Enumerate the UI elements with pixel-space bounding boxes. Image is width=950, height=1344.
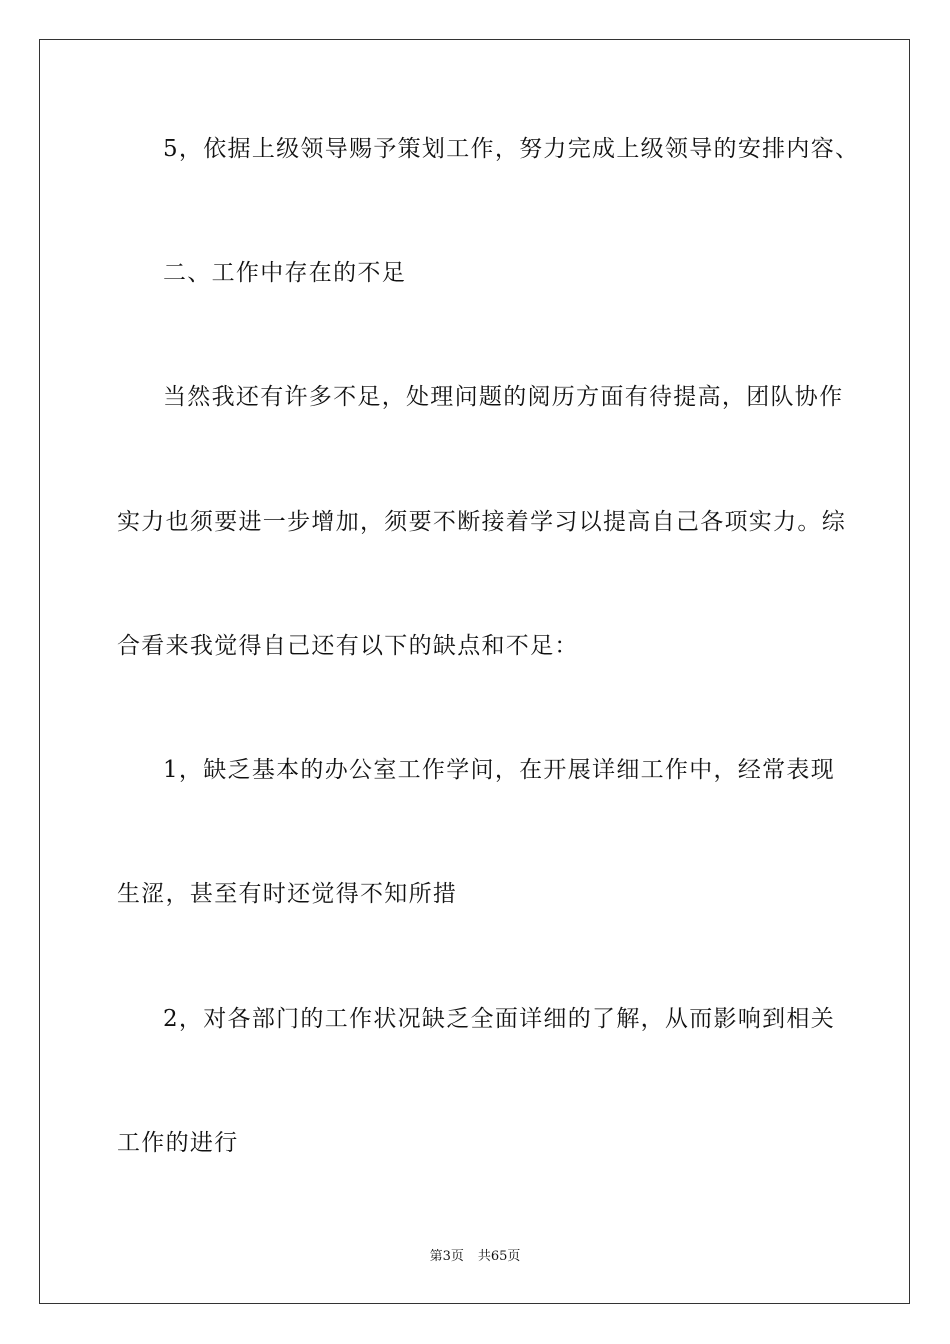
page-number: 第3页	[429, 1249, 464, 1264]
paragraph-line: 1，缺乏基本的办公室工作学问，在开展详细工作中，经常表现	[163, 757, 836, 783]
paragraph-line: 2，对各部门的工作状况缺乏全面详细的了解，从而影响到相关	[163, 1006, 836, 1032]
paragraph-line: 工作的进行	[117, 1130, 239, 1156]
page-footer	[0, 1248, 950, 1266]
paragraph-line: 5，依据上级领导赐予策划工作，努力完成上级领导的安排内容、	[163, 136, 860, 162]
page-border	[39, 39, 910, 1304]
paragraph-line: 合看来我觉得自己还有以下的缺点和不足：	[117, 633, 579, 659]
section-heading: 二、工作中存在的不足	[163, 260, 406, 286]
page-total: 共65页	[477, 1249, 521, 1264]
paragraph-line: 生涩，甚至有时还觉得不知所措	[117, 881, 458, 907]
paragraph-line: 当然我还有许多不足，处理问题的阅历方面有待提高，团队协作	[163, 384, 844, 410]
paragraph-line: 实力也须要进一步增加，须要不断接着学习以提高自己各项实力。综	[117, 509, 846, 535]
